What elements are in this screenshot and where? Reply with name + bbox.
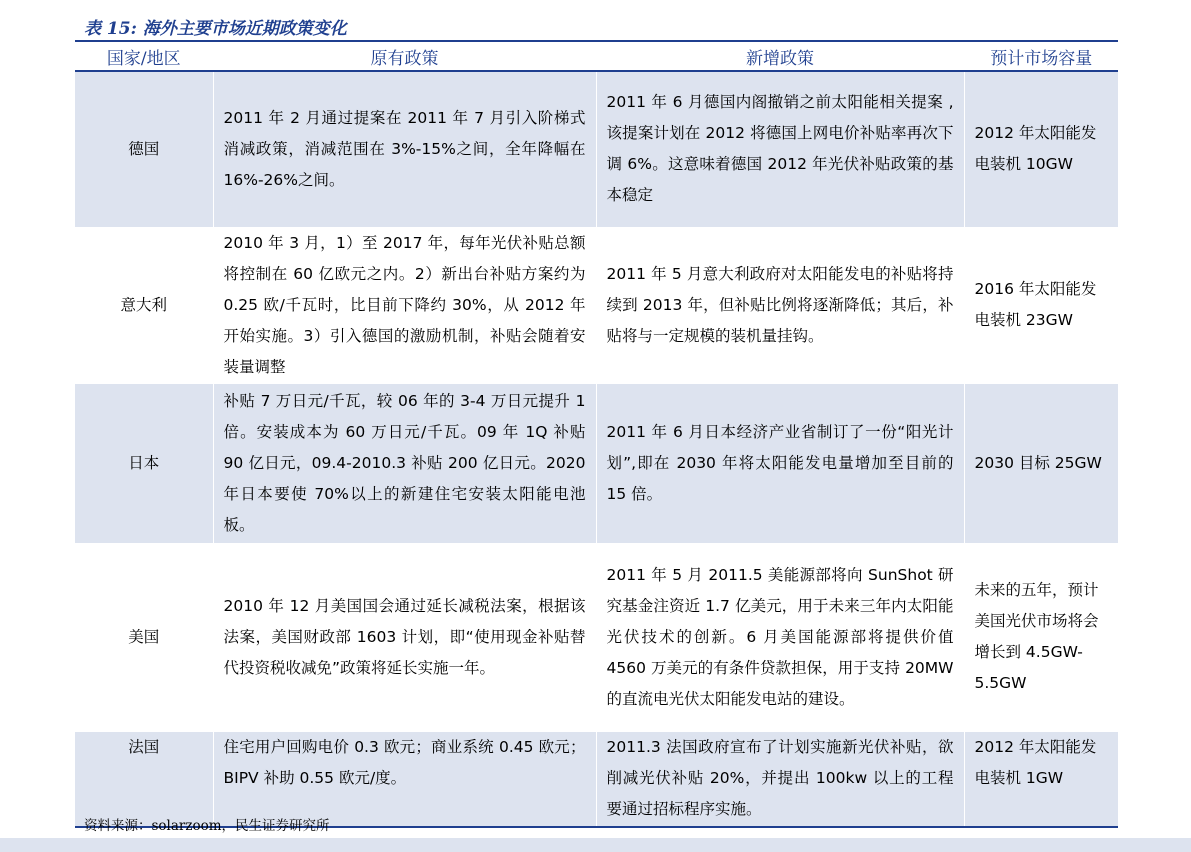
table-row-france xyxy=(75,731,1118,827)
policy-table xyxy=(75,42,1118,828)
cell-market-capacity: 未来的五年，预计美国光伏市场将会增长到 4.5GW-5.5GW xyxy=(964,543,1118,731)
footer-band xyxy=(0,838,1191,852)
table-title: 表 15: 海外主要市场近期政策变化 xyxy=(84,19,347,39)
cell-new-policy: 2011 年 5 月 2011.5 美能源部将向 SunShot 研究基金注资近 1.7 亿美元，用于未来三年内太阳能光伏技术的创新。6 月美国能源部将提供价值 4560 万美元的有条件贷款担保，用于支持 20MW 的直流电光伏太阳能发电站的建设。 xyxy=(596,543,964,731)
cell-original-policy: 住宅用户回购电价 0.3 欧元；商业系统 0.45 欧元；BIPV 补助 0.55 欧元/度。 xyxy=(213,731,596,827)
cell-country: 日本 xyxy=(75,383,213,543)
cell-original-policy: 2010 年 12 月美国国会通过延长减税法案，根据该法案，美国财政部 1603 计划，即“使用现金补贴替代投资税收减免”政策将延长实施一年。 xyxy=(213,543,596,731)
table-row-usa xyxy=(75,543,1118,731)
cell-new-policy: 2011 年 6 月日本经济产业省制订了一份“阳光计划”,即在 2030 年将太阳能发电量增加至目前的 15 倍。 xyxy=(596,383,964,543)
table-row-germany xyxy=(75,71,1118,227)
cell-country: 美国 xyxy=(75,543,213,731)
cell-new-policy: 2011 年 6 月德国内阁撤销之前太阳能相关提案 ,该提案计划在 2012 将德国上网电价补贴率再次下调 6%。这意味着德国 2012 年光伏补贴政策的基本稳定 xyxy=(596,71,964,227)
cell-market-capacity: 2012 年太阳能发电装机 10GW xyxy=(964,71,1118,227)
cell-market-capacity: 2030 目标 25GW xyxy=(964,383,1118,543)
cell-original-policy: 2010 年 3 月，1）至 2017 年，每年光伏补贴总额将控制在 60 亿欧元之内。2）新出台补贴方案约为 0.25 欧/千瓦时，比目前下降约 30%，从 2012 年开始实施。3）引入德国的激励机制，补贴会随着安装量调整 xyxy=(213,227,596,383)
cell-original-policy: 2011 年 2 月通过提案在 2011 年 7 月引入阶梯式消减政策，消减范围在 3%-15%之间，全年降幅在 16%-26%之间。 xyxy=(213,71,596,227)
cell-new-policy: 2011.3 法国政府宣布了计划实施新光伏补贴，欲削减光伏补贴 20%，并提出 100kw 以上的工程要通过招标程序实施。 xyxy=(596,731,964,827)
table-row-italy xyxy=(75,227,1118,383)
cell-market-capacity: 2016 年太阳能发电装机 23GW xyxy=(964,227,1118,383)
column-header-original-policy: 原有政策 xyxy=(213,42,596,71)
column-header-country: 国家/地区 xyxy=(75,42,213,71)
cell-original-policy: 补贴 7 万日元/千瓦，较 06 年的 3-4 万日元提升 1 倍。安装成本为 60 万日元/千瓦。09 年 1Q 补贴 90 亿日元，09.4-2010.3 补贴 200 亿日元。2020 年日本要使 70%以上的新建住宅安装太阳能电池板。 xyxy=(213,383,596,543)
cell-country: 德国 xyxy=(75,71,213,227)
cell-new-policy: 2011 年 5 月意大利政府对太阳能发电的补贴将持续到 2013 年，但补贴比例将逐渐降低；其后，补贴将与一定规模的装机量挂钩。 xyxy=(596,227,964,383)
source-note: 资料来源：solarzoom，民生证券研究所 xyxy=(84,818,330,834)
cell-country: 意大利 xyxy=(75,227,213,383)
table-header-row xyxy=(75,42,1118,71)
column-header-new-policy: 新增政策 xyxy=(596,42,964,71)
column-header-market-capacity: 预计市场容量 xyxy=(964,42,1118,71)
table-row-japan xyxy=(75,383,1118,543)
cell-country: 法国 xyxy=(75,731,213,827)
cell-market-capacity: 2012 年太阳能发电装机 1GW xyxy=(964,731,1118,827)
